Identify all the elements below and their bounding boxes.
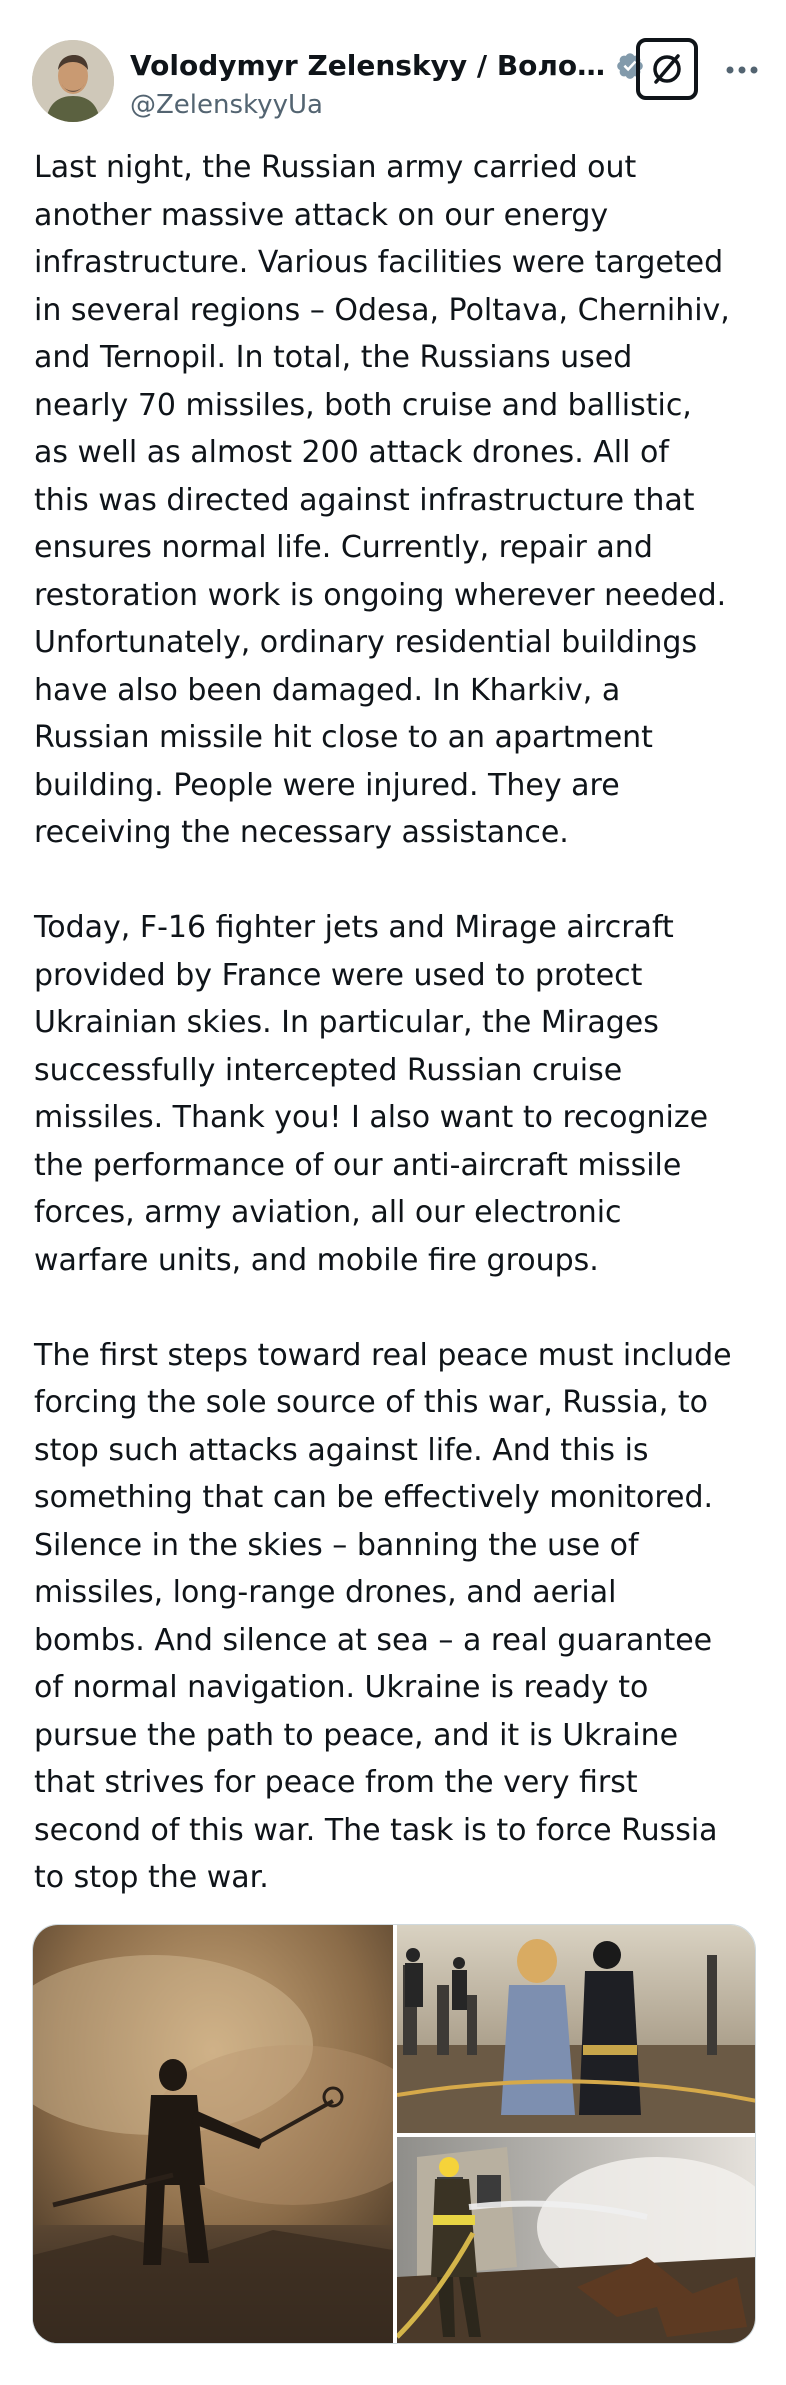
more-icon [725,65,759,75]
author-display-name[interactable]: Volodymyr Zelenskyy / Воло… [130,49,606,82]
text-line: Ukrainian skies. In particular, the Mirages [34,1005,659,1040]
text-line: restoration work is ongoing wherever needed. [34,577,727,613]
text-line: Russian missile hit close to an apartment [34,720,653,755]
text-line: stop such attacks against life. And this is [34,1432,649,1468]
text-line: forces, army aviation, all our electronic [34,1195,622,1230]
author-info [130,46,606,122]
text-line: have also been damaged. In Kharkiv, a [34,672,621,708]
tweet-paragraph-2 [34,904,756,1284]
text-line: forcing the sole source of this war, Russia, to [34,1385,708,1420]
text-line: this was directed against infrastructure that [34,482,695,518]
text-line: nearly 70 missiles, both cruise and ballistic, [34,387,692,423]
text-line: receiving the necessary assistance. [34,815,569,850]
avatar-portrait-icon [32,40,114,122]
grok-icon [649,51,685,87]
avatar[interactable] [32,40,114,122]
text-line: warfare units, and mobile fire groups. [34,1242,599,1278]
text-line: bombs. And silence at sea – a real guarantee [34,1622,713,1658]
grok-button[interactable] [636,38,698,100]
display-name-row [130,46,606,86]
text-line: Silence in the skies – banning the use of [34,1527,639,1563]
tweet-paragraph-1 [34,144,756,857]
text-line: Today, F-16 fighter jets and Mirage aircraft [34,910,674,945]
text-line: as well as almost 200 attack drones. All of [34,435,669,470]
photo-people-emergency-worker[interactable] [397,1925,756,2133]
text-line: successfully intercepted Russian cruise [34,1052,623,1088]
text-line: ensures normal life. Currently, repair and [34,530,653,565]
photo-firefighter-hose-building[interactable] [397,2137,756,2344]
text-line: in several regions – Odesa, Poltava, Chernihiv, [34,292,730,328]
text-line: to stop the war. [34,1860,269,1895]
photo-firefighter-smoke[interactable] [33,1925,393,2344]
media-grid [32,1924,756,2344]
text-line: something that can be effectively monitored. [34,1480,714,1515]
text-line: provided by France were used to protect [34,957,643,993]
text-line: infrastructure. Various facilities were targeted [34,245,724,280]
text-line: missiles, long-range drones, and aerial [34,1575,617,1610]
author-handle[interactable]: @ZelenskyyUa [130,90,323,120]
text-line: building. People were injured. They are [34,767,620,803]
text-line: pursue the path to peace, and it is Ukraine [34,1717,679,1753]
text-line: that strives for peace from the very first [34,1765,638,1800]
people-emergency-worker-photo-icon [397,1925,756,2133]
text-line: second of this war. The task is to force Russia [34,1812,718,1848]
firefighter-smoke-photo-icon [33,1925,393,2344]
text-line: of normal navigation. Ukraine is ready to [34,1670,649,1705]
more-options-button[interactable] [722,50,762,90]
firefighter-hose-building-photo-icon [397,2137,756,2344]
text-line: The first steps toward real peace must include [34,1337,732,1373]
text-line: another massive attack on our energy [34,197,609,233]
text-line: the performance of our anti-aircraft missile [34,1147,682,1183]
tweet-text [34,144,756,1949]
text-line: Last night, the Russian army carried out [34,150,637,185]
text-line: missiles. Thank you! I also want to recognize [34,1100,709,1135]
tweet-header [32,36,754,122]
text-line: and Ternopil. In total, the Russians used [34,340,633,375]
tweet-paragraph-3 [34,1332,756,1902]
text-line: Unfortunately, ordinary residential buildings [34,625,698,660]
